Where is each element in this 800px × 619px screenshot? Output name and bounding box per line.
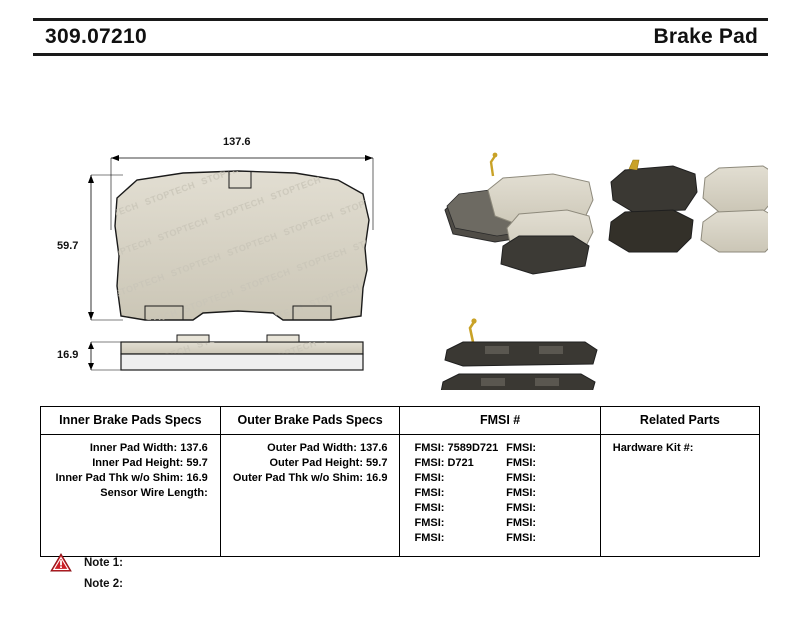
dimension-height-label: 59.7 <box>57 240 79 252</box>
fmsi-right-1: FMSI: <box>506 442 537 454</box>
pad-photo-cluster-left <box>445 153 593 274</box>
fmsi-row <box>408 441 591 456</box>
inner-pad-width: Inner Pad Width: 137.6 <box>89 442 208 454</box>
sensor-wire-length: Sensor Wire Length: <box>100 487 208 499</box>
outer-specs-cell <box>220 435 400 557</box>
outer-pad-height: Outer Pad Height: 59.7 <box>269 457 388 469</box>
outer-pad-width: Outer Pad Width: 137.6 <box>267 442 388 454</box>
specs-table-header-row <box>41 407 759 435</box>
dimension-width-label: 137.6 <box>223 136 251 148</box>
fmsi-right-2: FMSI: <box>506 457 537 469</box>
specs-table-body-row <box>41 435 759 557</box>
fmsi-left-3: FMSI: <box>414 472 445 484</box>
inner-specs-cell <box>41 435 220 557</box>
header <box>33 18 768 56</box>
specs-table <box>40 406 760 557</box>
fmsi-right-4: FMSI: <box>506 487 537 499</box>
fmsi-row <box>408 486 591 501</box>
fmsi-left-5: FMSI: <box>414 502 445 514</box>
fmsi-right-5: FMSI: <box>506 502 537 514</box>
note-row-1 <box>50 552 350 573</box>
fmsi-left-4: FMSI: <box>414 487 445 499</box>
fmsi-left-2: FMSI: D721 <box>414 457 474 469</box>
outer-pad-thickness: Outer Pad Thk w/o Shim: 16.9 <box>232 472 388 484</box>
fmsi-row <box>408 531 591 546</box>
fmsi-right-6: FMSI: <box>506 517 537 529</box>
note-row-2 <box>50 573 350 594</box>
fmsi-row <box>408 516 591 531</box>
fmsi-left-1: FMSI: 7589D721 <box>414 442 499 454</box>
page-title: Brake Pad <box>653 25 758 48</box>
note-2-label: Note 2: <box>84 577 123 590</box>
inner-pad-height: Inner Pad Height: 59.7 <box>92 457 208 469</box>
related-parts-cell <box>600 435 759 557</box>
dimension-thickness-label: 16.9 <box>57 349 79 361</box>
note-1-label: Note 1: <box>84 556 123 569</box>
notes-section <box>50 552 350 594</box>
fmsi-row <box>408 471 591 486</box>
fmsi-cell <box>400 435 600 557</box>
column-header-fmsi: FMSI # <box>400 407 600 435</box>
inner-pad-thickness: Inner Pad Thk w/o Shim: 16.9 <box>55 472 208 484</box>
column-header-related-parts: Related Parts <box>600 407 759 435</box>
product-drawing-area <box>33 70 768 390</box>
column-header-outer-specs: Outer Brake Pads Specs <box>220 407 400 435</box>
fmsi-row <box>408 456 591 471</box>
column-header-inner-specs: Inner Brake Pads Specs <box>41 407 220 435</box>
warning-icon <box>50 553 72 572</box>
technical-outline-drawing <box>88 155 373 370</box>
fmsi-right-7: FMSI: <box>506 532 537 544</box>
fmsi-row <box>408 501 591 516</box>
part-number: 309.07210 <box>45 25 147 48</box>
pad-photo-cluster-right <box>609 160 768 252</box>
hardware-kit-number: Hardware Kit #: <box>612 442 694 454</box>
fmsi-left-7: FMSI: <box>414 532 445 544</box>
fmsi-right-3: FMSI: <box>506 472 537 484</box>
fmsi-left-6: FMSI: <box>414 517 445 529</box>
product-illustration <box>33 70 768 390</box>
